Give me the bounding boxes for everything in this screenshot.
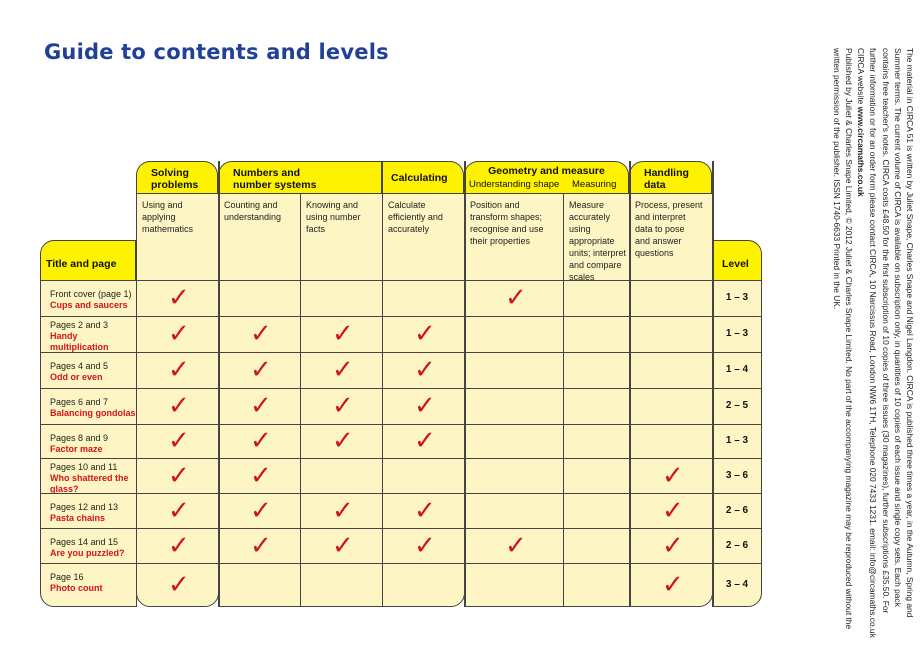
row-cell [464,352,564,389]
row-cell [563,352,630,389]
tick-icon: ✓ [250,391,272,421]
row-cell [218,424,301,459]
title-header-label: Title and page [46,258,117,270]
group-header-label: Geometry and measure [488,165,605,177]
column-description [218,193,301,281]
row-cell [300,563,383,607]
tick-icon: ✓ [332,426,354,456]
row-cell [136,388,219,425]
row-cell [382,316,465,353]
row-cell [300,528,383,564]
row-pages: Pages 14 and 15 [50,537,119,547]
row-cell [464,528,564,564]
row-cell [629,352,713,389]
tick-icon: ✓ [168,570,190,600]
row-cell [382,424,465,459]
tick-icon: ✓ [332,496,354,526]
row-pages: Pages 12 and 13 [50,502,119,512]
row-level-cell [712,458,762,494]
row-pages: Pages 8 and 9 [50,433,109,443]
row-cell [136,352,219,389]
row-cell [218,280,301,317]
tick-icon: ✓ [414,531,436,561]
row-level: 1 – 3 [725,435,749,446]
row-title-cell [40,388,137,425]
row-cell [629,280,713,317]
row-level: 1 – 4 [725,364,749,375]
subgroup-label-shape: Understanding shape [469,179,560,190]
row-cell [563,424,630,459]
row-title-text [50,397,136,419]
row-level: 2 – 6 [725,505,749,516]
row-cell [218,563,301,607]
row-cell [300,458,383,494]
tick-icon: ✓ [505,531,527,561]
row-cell [218,458,301,494]
row-title-cell [40,528,137,564]
group-header-label: Numbers and number systems [233,167,317,191]
row-cell [563,528,630,564]
row-cell [136,424,219,459]
row-cell [563,563,630,607]
tick-icon: ✓ [168,461,190,491]
row-title-cell [40,352,137,389]
group-header-label: Solving problems [151,167,199,191]
row-cell [629,563,713,607]
page-title: Guide to contents and levels [44,40,389,64]
row-level-cell [712,424,762,459]
column-description-text: Measure accurately using appropriate units; interpret and compare scales [569,200,627,281]
row-activity-title: Odd or even [50,372,103,382]
row-cell [563,388,630,425]
group-header [464,161,629,195]
row-title-text [50,361,108,383]
row-cell [563,316,630,353]
tick-icon: ✓ [414,496,436,526]
row-level: 2 – 5 [725,400,749,411]
tick-icon: ✓ [505,283,527,313]
row-level: 3 – 4 [725,579,749,590]
column-description [136,193,219,281]
subgroup-label-measuring: Measuring [572,179,617,190]
group-header [136,161,218,195]
group-divider [712,161,714,606]
row-cell [629,424,713,459]
group-header-label: Handling data [644,167,689,191]
column-description-text: Counting and understanding [224,200,282,222]
row-activity-title: Are you puzzled? [50,548,125,558]
tick-icon: ✓ [250,355,272,385]
row-cell [629,528,713,564]
row-cell [464,493,564,529]
row-cell [563,280,630,317]
row-title-text [50,572,103,594]
level-header [712,240,762,281]
tick-icon: ✓ [662,531,684,561]
row-title-text [50,433,108,455]
tick-icon: ✓ [414,319,436,349]
row-cell [464,388,564,425]
column-description-text: Position and transform shapes; recognise and use their properties [470,200,544,246]
column-description [382,193,465,281]
tick-icon: ✓ [168,319,190,349]
row-cell [629,316,713,353]
row-cell [464,458,564,494]
row-activity-title: Cups and saucers [50,300,128,310]
group-header [629,161,712,195]
row-title-text [50,320,109,353]
website-link[interactable]: www.circamaths.co.uk [856,106,867,197]
row-cell [300,352,383,389]
row-activity-title: Balancing gondolas [50,408,136,418]
row-activity-title: Handy multiplication [50,331,109,352]
row-pages: Pages 6 and 7 [50,397,109,407]
tick-icon: ✓ [332,531,354,561]
tick-icon: ✓ [332,355,354,385]
tick-icon: ✓ [168,283,190,313]
row-level-cell [712,388,762,425]
tick-icon: ✓ [662,570,684,600]
tick-icon: ✓ [250,496,272,526]
row-cell [136,493,219,529]
row-activity-title: Factor maze [50,444,103,454]
row-title-cell [40,316,137,353]
group-header [382,161,464,195]
title-header [40,240,136,281]
row-title-text [50,537,125,559]
row-cell [464,280,564,317]
row-activity-title: Who shattered the glass? [50,473,129,494]
tick-icon: ✓ [250,461,272,491]
tick-icon: ✓ [662,461,684,491]
row-title-cell [40,458,137,494]
row-title-cell [40,563,137,607]
row-cell [382,352,465,389]
row-activity-title: Photo count [50,583,103,593]
column-description [563,193,630,281]
row-cell [629,458,713,494]
row-cell [300,424,383,459]
row-cell [563,493,630,529]
tick-icon: ✓ [332,319,354,349]
row-cell [300,280,383,317]
column-description-text: Knowing and using number facts [306,200,361,234]
column-description [300,193,383,281]
tick-icon: ✓ [250,531,272,561]
row-title-cell [40,424,137,459]
group-divider [218,161,220,606]
tick-icon: ✓ [414,426,436,456]
row-cell [464,316,564,353]
column-description-text: Using and applying mathematics [142,200,194,234]
tick-icon: ✓ [414,355,436,385]
row-title-text [50,462,129,494]
tick-icon: ✓ [168,426,190,456]
row-pages: Pages 10 and 11 [50,462,118,472]
row-cell [218,352,301,389]
copyright-text: Published by Juliet & Charles Snape Limited, © 2012 Juliet & Charles Snape Limited. No part of the accompanying magazine may be reproduced without the written permission of the publisher. ISSN 1740-6633 Printed in the UK. [831,48,854,630]
column-description-text: Process, present and interpret data to pose and answer questions [635,200,703,258]
row-cell [136,458,219,494]
row-title-cell [40,280,137,317]
row-pages: Front cover (page 1) [50,289,132,299]
row-cell [300,316,383,353]
row-level: 1 – 3 [725,292,749,303]
row-cell [218,388,301,425]
row-cell [300,493,383,529]
row-cell [382,493,465,529]
row-cell [382,388,465,425]
group-divider [464,161,466,606]
publisher-note [814,48,916,638]
row-cell [136,563,219,607]
row-activity-title: Pasta chains [50,513,106,523]
row-pages: Pages 2 and 3 [50,320,109,330]
row-level: 2 – 6 [725,540,749,551]
row-level-cell [712,280,762,317]
row-level: 3 – 6 [725,470,749,481]
column-description-text: Calculate efficiently and accurately [388,200,443,234]
tick-icon: ✓ [662,496,684,526]
row-cell [382,528,465,564]
row-level-cell [712,528,762,564]
row-level-cell [712,352,762,389]
row-cell [464,424,564,459]
tick-icon: ✓ [168,391,190,421]
tick-icon: ✓ [168,355,190,385]
row-cell [382,280,465,317]
tick-icon: ✓ [168,496,190,526]
row-cell [382,458,465,494]
row-cell [629,388,713,425]
row-level: 1 – 3 [725,328,749,339]
row-cell [464,563,564,607]
row-cell [382,563,465,607]
row-cell [218,316,301,353]
row-title-text [50,289,132,311]
row-cell [563,458,630,494]
tick-icon: ✓ [168,531,190,561]
tick-icon: ✓ [332,391,354,421]
row-cell [136,280,219,317]
group-header-label: Calculating [391,172,448,184]
row-cell [218,493,301,529]
row-cell [136,528,219,564]
row-level-cell [712,493,762,529]
column-description [464,193,564,281]
row-pages: Pages 4 and 5 [50,361,109,371]
row-title-cell [40,493,137,529]
tick-icon: ✓ [250,426,272,456]
row-level-cell [712,316,762,353]
row-cell [629,493,713,529]
row-level-cell [712,563,762,607]
level-header-label: Level [722,258,749,270]
tick-icon: ✓ [250,319,272,349]
tick-icon: ✓ [414,391,436,421]
column-description [629,193,713,281]
group-divider [629,161,631,606]
row-cell [218,528,301,564]
publisher-note-text: The material in CIRCA 51 is written by Juliet Snape, Charles Snape and Nigel Langdon. CIRCA is published three times a year, in the Autumn, Spring and Summer terms. The current volume of CIRCA is available on subscription only, in quantities of 10 copies of each issue and single copy sets. Each pack contains free teacher's notes. CIRCA costs £48.50 for the first subscription of 10 copies of three issues (30 magazines), further subscriptions £35.50. For further information or for an order form please contact CIRCA, 10 Narcissus Road, London NW6 1TH, Telephone 020 7433 1231. email: info@circamaths.co.uk CIRCA website www.circamaths.co.uk [856,48,915,638]
row-cell [136,316,219,353]
row-cell [300,388,383,425]
row-title-text [50,502,118,524]
row-pages: Page 16 [50,572,84,582]
group-header [218,161,382,195]
